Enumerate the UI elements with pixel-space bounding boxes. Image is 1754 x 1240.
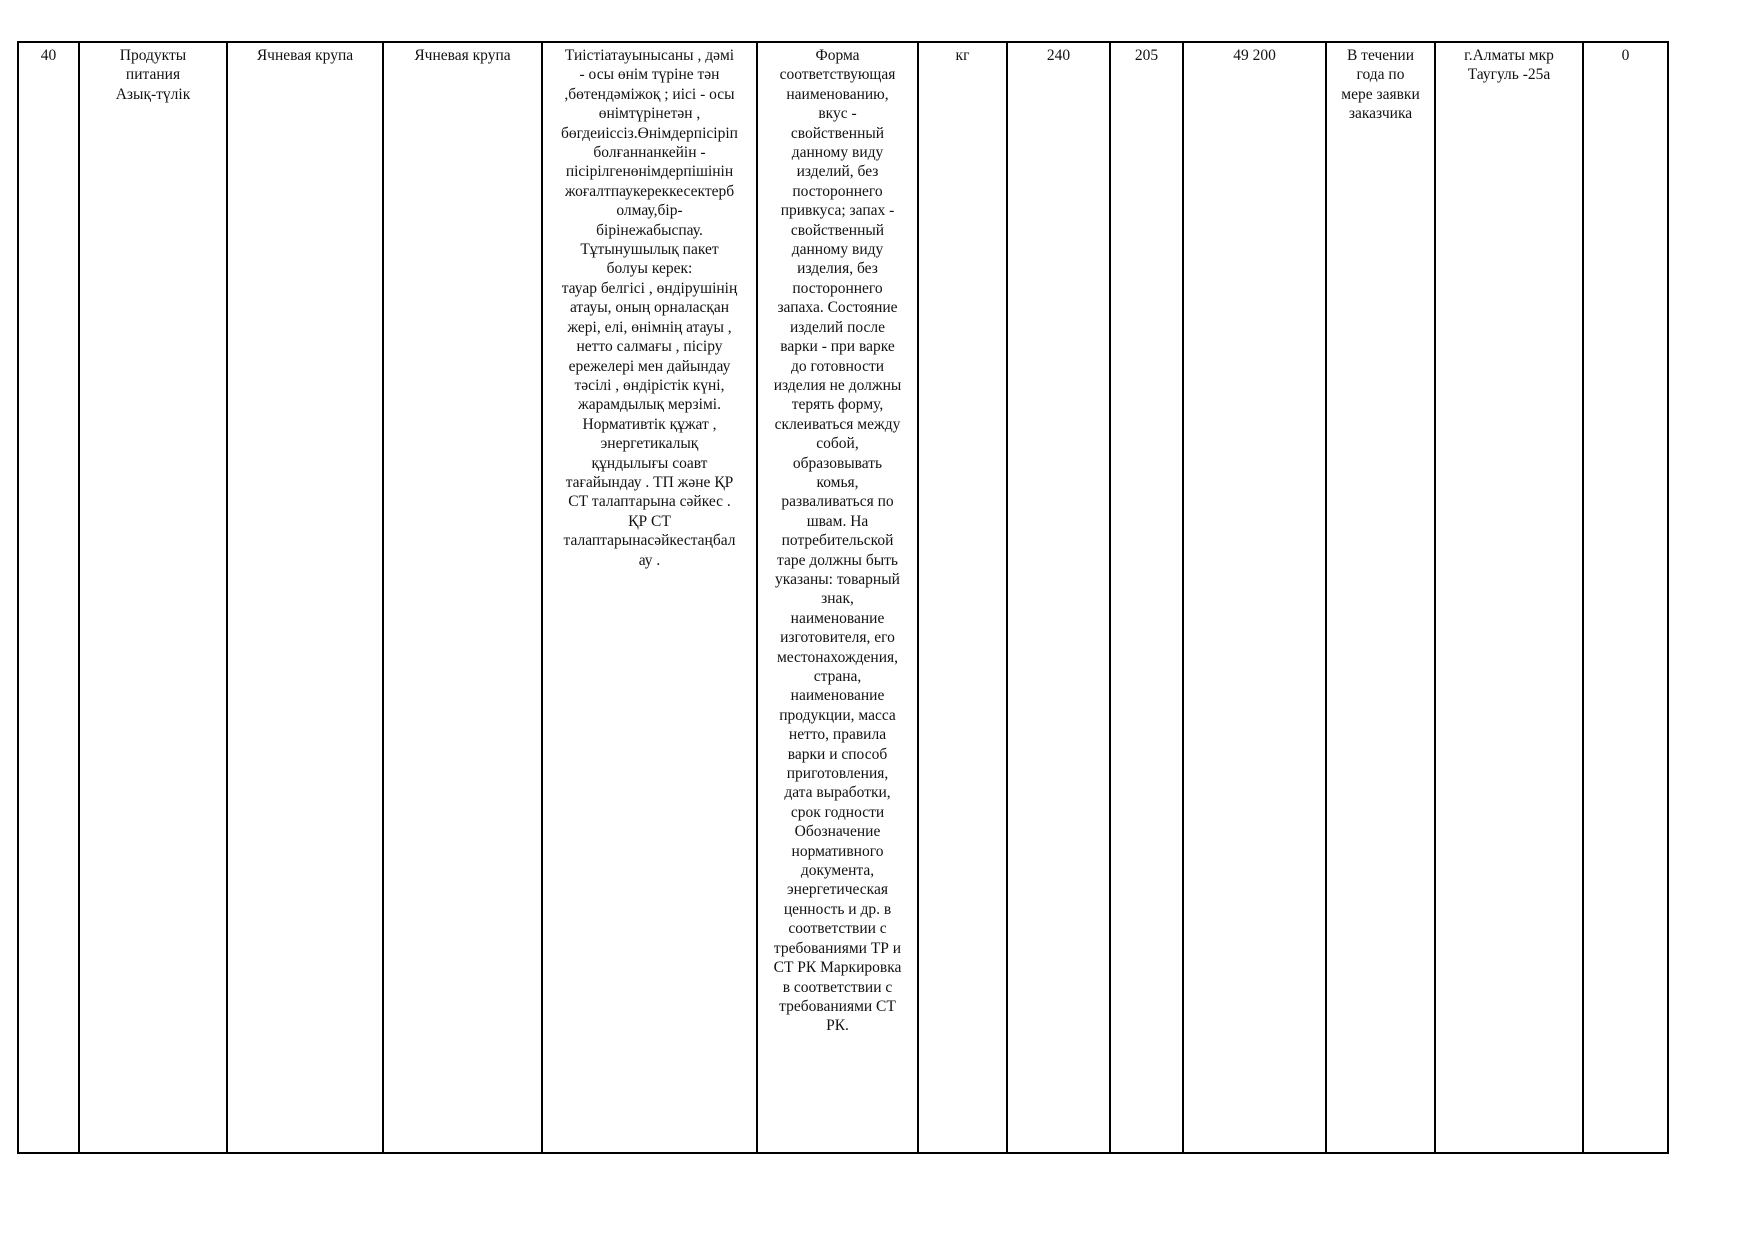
cell-total: 49 200	[1233, 47, 1276, 64]
cell-price: 205	[1134, 47, 1159, 64]
col-name-ru	[226, 43, 382, 1152]
cell-name-ru: Ячневая крупа	[256, 47, 354, 64]
col-category	[78, 43, 226, 1152]
cell-category: Продукты питания Азық-түлік	[115, 47, 191, 103]
col-total	[1182, 43, 1325, 1152]
cell-description-kz: Тиістіатауынысаны , дәмі - осы өнім түріне тән ,бөтендәміжоқ ; иісі - осы өнімтүрінетән , бөгдеиіссіз.Өнімдерпісіріп болғаннанкейін - пісірілгенөнімдерпішінін жоғалтпаукереккесектерб олмау,бір- бірінежабыспау. Тұтынушылық пакет болуы керек: тауар белгісі , өндірушінің атауы, оның орналасқан жері, елі, өнімнің атауы , нетто салмағы , пісіру ережелері мен дайындау тәсілі , өндірістік күні, жарамдылық мерзімі. Нормативтік құжат , энергетикалық құндылығы соавт тағайындау . ТП және ҚР СТ талаптарына сәйкес . ҚР СТ талаптарынасәйкестаңбал ау .	[561, 47, 738, 569]
cell-delivery-place: г.Алматы мкр Таугуль -25а	[1464, 47, 1554, 84]
col-unit	[917, 43, 1006, 1152]
cell-unit: кг	[955, 47, 970, 64]
col-price	[1109, 43, 1182, 1152]
col-delivery-time	[1325, 43, 1434, 1152]
procurement-table	[17, 41, 1669, 1154]
col-description-kz	[541, 43, 756, 1152]
cell-number: 40	[40, 47, 57, 64]
col-number	[19, 43, 78, 1152]
col-name-short	[382, 43, 541, 1152]
col-advance	[1582, 43, 1667, 1152]
col-quantity	[1006, 43, 1109, 1152]
col-description-ru	[756, 43, 917, 1152]
cell-name-short: Ячневая крупа	[414, 47, 511, 64]
cell-description-ru: Форма соответствующая наименованию, вкус - свойственный данному виду изделий, без постороннего привкуса; запах - свойственный данному виду изделия, без постороннего запаха. Состояние изделий после варки - при варке до готовности изделия не должны терять форму, склеиваться между собой, образовывать комья, разваливаться по швам. На потребительской таре должны быть указаны: товарный знак, наименование изготовителя, его местонахождения, страна, наименование продукции, масса нетто, правила варки и способ приготовления, дата выработки, срок годности Обозначение нормативного документа, энергетическая ценность и др. в соответствии с требованиями ТР и СТ РК Маркировка в соответствии с требованиями СТ РК.	[773, 47, 902, 1035]
col-delivery-place	[1434, 43, 1582, 1152]
cell-advance: 0	[1621, 47, 1630, 64]
cell-quantity: 240	[1046, 47, 1071, 64]
cell-delivery-time: В течении года по мере заявки заказчика	[1341, 47, 1420, 123]
